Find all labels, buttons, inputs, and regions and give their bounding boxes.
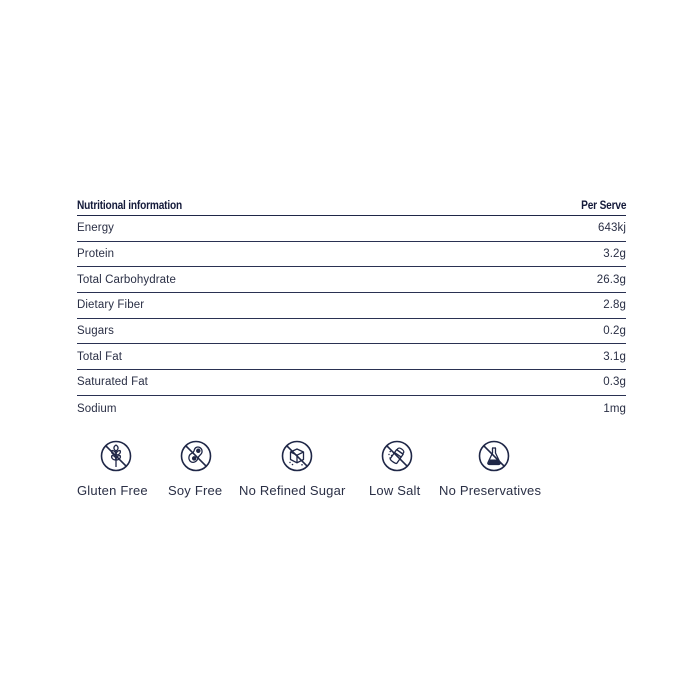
nutrient-name: Protein: [77, 248, 115, 261]
no-soy-icon: [180, 440, 212, 472]
badge-label: No Preservatives: [439, 483, 542, 498]
nutrient-value: 0.3g: [603, 376, 626, 389]
nutrient-value: 26.3g: [596, 273, 626, 286]
table-row: [77, 216, 626, 242]
nutrient-value: 2.8g: [603, 299, 626, 312]
nutrient-value: 643kj: [598, 222, 626, 235]
nutrient-value: 1mg: [603, 402, 626, 415]
nutrition-header-title: Nutritional information: [77, 200, 183, 212]
nutrient-name: Energy: [77, 222, 115, 235]
badge-label: Soy Free: [168, 483, 223, 498]
table-row: [77, 242, 626, 268]
nutrient-value: 3.2g: [603, 248, 626, 261]
nutrient-name: Sodium: [77, 402, 117, 415]
nutrient-value: 3.1g: [603, 350, 626, 363]
table-row: [77, 370, 626, 396]
nutrition-table-header: [77, 198, 626, 216]
nutrient-value: 0.2g: [603, 325, 626, 338]
nutrition-table: [77, 198, 626, 422]
low-salt-icon: [381, 440, 413, 472]
table-row: [77, 267, 626, 293]
nutrient-name: Total Fat: [77, 350, 123, 363]
nutrient-name: Sugars: [77, 325, 115, 338]
badge-label: Low Salt: [369, 483, 421, 498]
nutrient-name: Total Carbohydrate: [77, 273, 176, 286]
no-preservatives-icon: [478, 440, 510, 472]
table-row: [77, 319, 626, 345]
table-row: [77, 396, 626, 422]
nutrient-name: Saturated Fat: [77, 376, 148, 389]
table-row: [77, 344, 626, 370]
nutrient-name: Dietary Fiber: [77, 299, 145, 312]
badge-label: No Refined Sugar: [239, 483, 346, 498]
table-row: [77, 293, 626, 319]
no-sugar-cube-icon: [281, 440, 313, 472]
badge-label: Gluten Free: [77, 483, 148, 498]
no-wheat-icon: [100, 440, 132, 472]
per-serve-header: Per Serve: [580, 200, 626, 212]
dietary-badges: [77, 440, 677, 500]
